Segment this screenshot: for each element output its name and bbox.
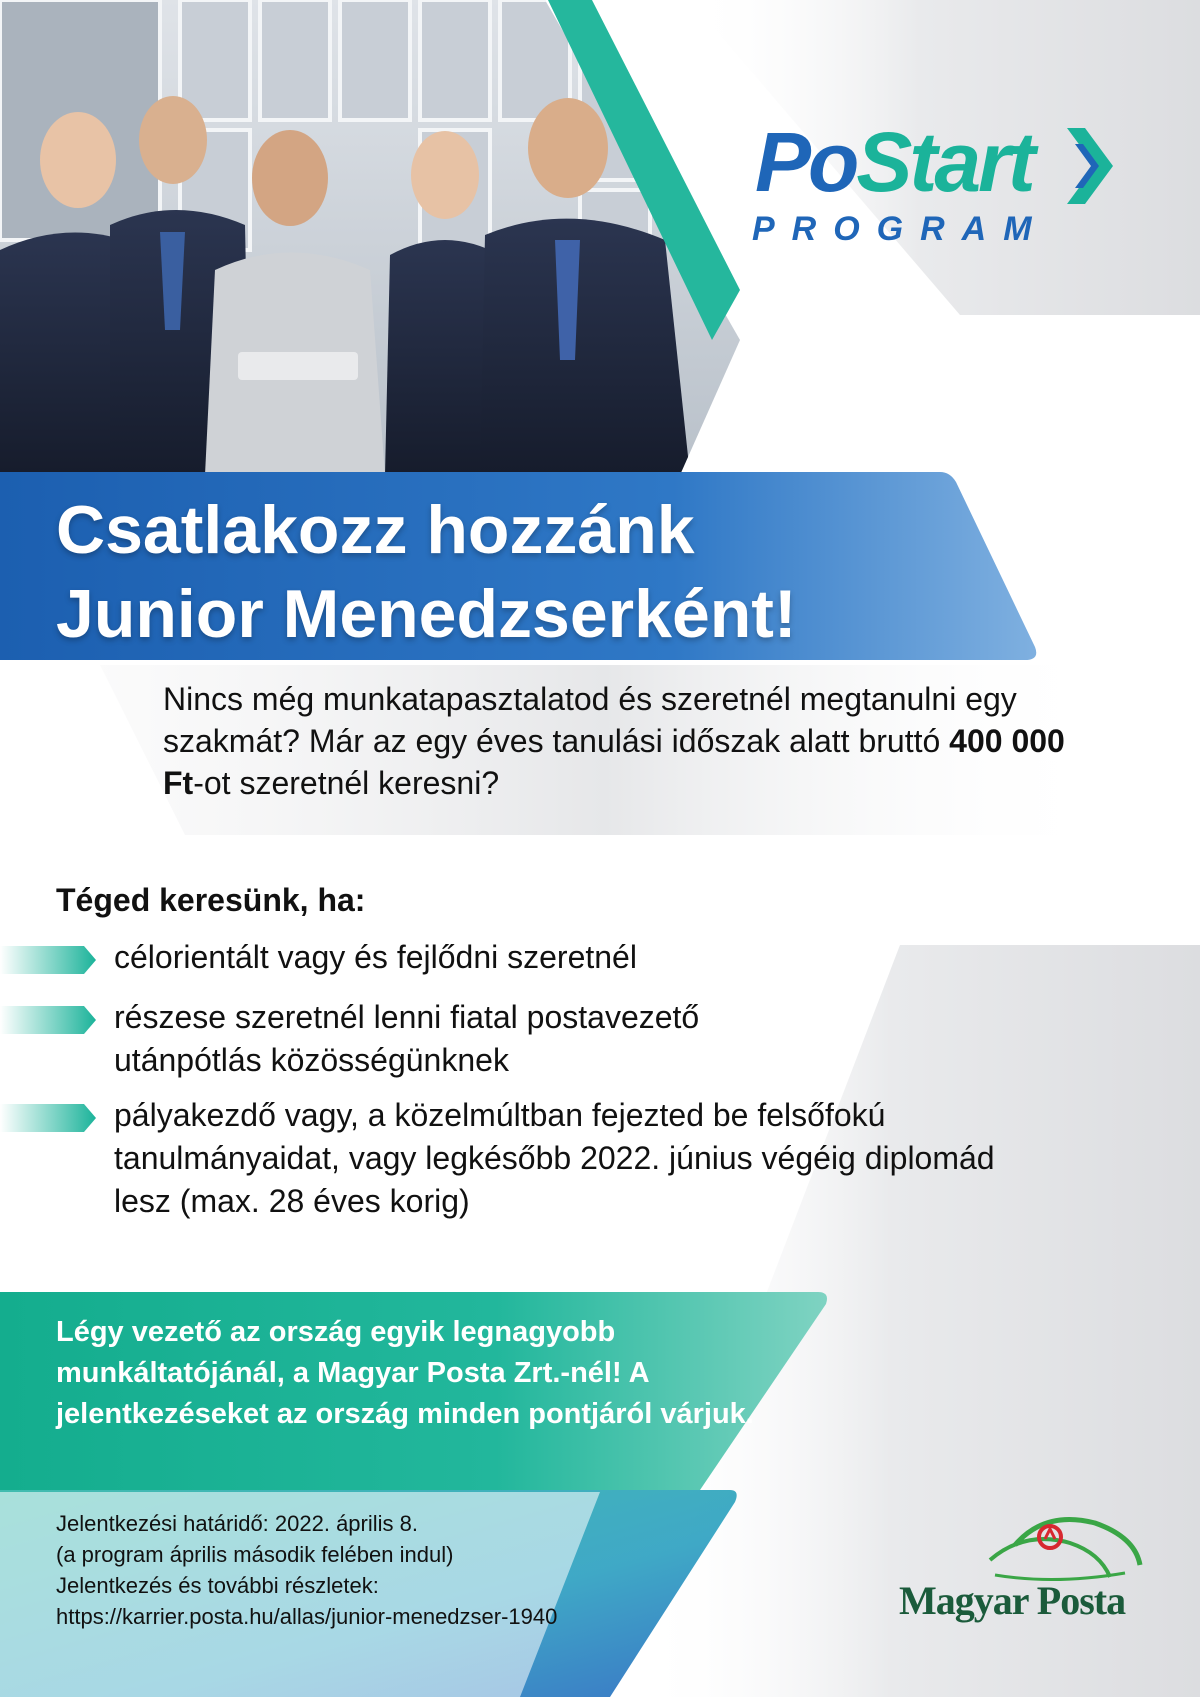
requirement-text: pályakezdő vagy, a közelmúltban fejezted be felsőfokú tanulmányaidat, vagy legkésőbb 2022. június végéig diplomád lesz (max. 28 éves korig) bbox=[114, 1097, 995, 1219]
postart-logo bbox=[745, 115, 1115, 250]
salary-amount: 400 000 Ft bbox=[163, 723, 1065, 801]
start-note-text: (a program április második felében indul) bbox=[56, 1542, 454, 1567]
postart-wordmark-po: Po bbox=[755, 115, 857, 209]
postart-wordmark bbox=[755, 115, 1033, 209]
double-chevron-right-icon bbox=[1063, 126, 1115, 206]
intro-paragraph bbox=[163, 678, 1083, 804]
magyar-posta-logo bbox=[895, 1515, 1145, 1645]
headline bbox=[56, 488, 956, 656]
deadline-text: Jelentkezési határidő: 2022. április 8. bbox=[56, 1511, 418, 1536]
teal-arrow-bar-icon bbox=[0, 1006, 96, 1034]
headline-line-1: Csatlakozz hozzánk bbox=[56, 492, 695, 568]
application-details bbox=[56, 1508, 696, 1632]
requirements-title: Téged keresünk, ha: bbox=[56, 882, 366, 918]
cta-text: Légy vezető az ország egyik legnagyobb munkáltatójánál, a Magyar Posta Zrt.-nél! A jelentkezéseket az ország minden pontjáról várjuk. bbox=[56, 1316, 754, 1430]
headline-line-2: Junior Menedzserként! bbox=[56, 576, 797, 652]
team-photo bbox=[0, 0, 760, 475]
intro-text-after: -ot szeretnél keresni? bbox=[193, 765, 500, 801]
teal-arrow-bar-icon bbox=[0, 946, 96, 974]
requirement-text: célorientált vagy és fejlődni szeretnél bbox=[114, 939, 637, 975]
requirement-text: részese szeretnél lenni fiatal postavezető utánpótlás közösségünknek bbox=[114, 999, 700, 1078]
postart-wordmark-start: Start bbox=[856, 115, 1033, 209]
more-info-text: Jelentkezés és további részletek: bbox=[56, 1573, 379, 1598]
intro-text-before: Nincs még munkatapasztalatod és szeretnél megtanulni egy szakmát? Már az egy éves tanulási időszak alatt bruttó bbox=[163, 681, 1017, 759]
teal-arrow-bar-icon bbox=[0, 1104, 96, 1132]
postart-program-label: PROGRAM bbox=[752, 210, 1049, 248]
magyar-posta-wordmark: Magyar Posta bbox=[899, 1578, 1126, 1623]
application-url: https://karrier.posta.hu/allas/junior-menedzser-1940 bbox=[56, 1604, 558, 1629]
